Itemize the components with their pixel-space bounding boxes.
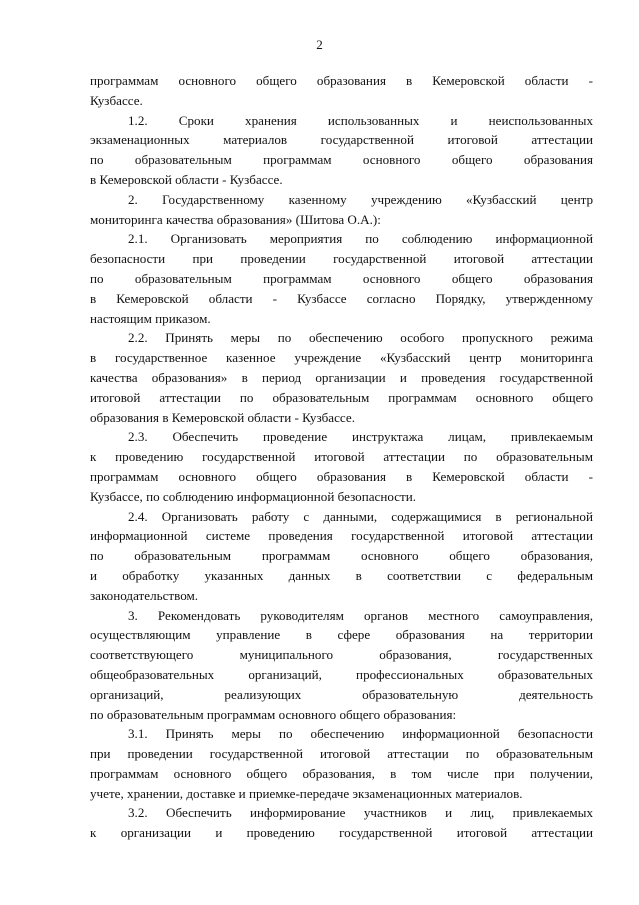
paragraph xyxy=(90,229,593,328)
text-line: 2.3. Обеспечить проведение инструктажа лицам, привлекаемым xyxy=(128,429,593,445)
text-line: программам основного общего образования в Кемеровской области - xyxy=(90,468,593,484)
text-line: экзаменационных материалов государственной итоговой аттестации xyxy=(90,132,593,148)
text-line: при проведении государственной итоговой аттестации по образовательным xyxy=(90,746,593,762)
text-line: в Кемеровской области - Кузбассе. xyxy=(90,171,283,187)
text-line: 3.2. Обеспечить информирование участников и лиц, привлекаемых xyxy=(128,805,593,821)
text-line: Кузбассе. xyxy=(90,92,143,108)
text-line: в Кемеровской области - Кузбассе согласно Порядку, утвержденному xyxy=(90,290,593,306)
text-line: по образовательным программам основного общего образования xyxy=(90,270,593,286)
text-line: по образовательным программам основного общего образования: xyxy=(90,706,457,722)
text-line: и обработку указанных данных в соответствии с федеральным xyxy=(90,567,593,583)
text-line: осуществляющим управление в сфере образования на территории xyxy=(90,627,593,643)
text-line: к проведению государственной итоговой аттестации по образовательным xyxy=(90,449,593,465)
text-line: общеобразовательных организаций, профессиональных образовательных xyxy=(90,666,593,682)
paragraph xyxy=(90,507,593,606)
text-line: мониторинга качества образования» (Шитова О.А.): xyxy=(90,211,381,227)
paragraph xyxy=(90,71,593,111)
paragraph xyxy=(90,427,593,506)
text-line: 3. Рекомендовать руководителям органов местного самоуправления, xyxy=(128,607,593,623)
paragraph xyxy=(90,606,593,725)
text-line: 2.2. Принять меры по обеспечению особого пропускного режима xyxy=(128,330,593,346)
paragraph xyxy=(90,190,593,230)
paragraph xyxy=(90,724,593,803)
text-line: программам основного общего образования в Кемеровской области - xyxy=(90,73,593,88)
text-line: в государственное казенное учреждение «Кузбасский центр мониторинга xyxy=(90,350,593,366)
text-line: 3.1. Принять меры по обеспечению информационной безопасности xyxy=(128,726,593,742)
paragraph xyxy=(90,803,593,843)
text-line: безопасности при проведении государственной итоговой аттестации xyxy=(90,251,593,267)
document-body xyxy=(90,71,593,843)
text-line: настоящим приказом. xyxy=(90,310,211,326)
text-line: 2. Государственному казенному учреждению «Кузбасский центр xyxy=(128,191,593,207)
text-line: 2.1. Организовать мероприятия по соблюдению информационной xyxy=(128,231,593,247)
text-line: образования в Кемеровской области - Кузбассе. xyxy=(90,409,355,425)
text-line: качества образования» в период организации и проведения государственной xyxy=(90,369,593,385)
text-line: по образовательным программам основного общего образования, xyxy=(90,548,593,564)
text-line: итоговой аттестации по образовательным программам основного общего xyxy=(90,389,593,405)
text-line: организаций, реализующих образовательную деятельность xyxy=(90,686,593,702)
text-line: соответствующего муниципального образования, государственных xyxy=(90,647,593,663)
text-line: законодательством. xyxy=(90,587,199,603)
paragraph xyxy=(90,111,593,190)
text-line: 2.4. Организовать работу с данными, содержащимися в региональной xyxy=(128,508,593,524)
text-line: по образовательным программам основного общего образования xyxy=(90,152,593,168)
text-line: программам основного общего образования, в том числе при получении, xyxy=(90,765,593,781)
text-line: 1.2. Сроки хранения использованных и неиспользованных xyxy=(128,112,593,128)
text-line: к организации и проведению государственной итоговой аттестации xyxy=(90,825,593,841)
text-line: учете, хранении, доставке и приемке-передаче экзаменационных материалов. xyxy=(90,785,523,801)
text-line: Кузбассе, по соблюдению информационной безопасности. xyxy=(90,488,417,504)
paragraph xyxy=(90,328,593,427)
text-line: информационной системе проведения государственной итоговой аттестации xyxy=(90,528,593,544)
page-number: 2 xyxy=(316,37,323,52)
